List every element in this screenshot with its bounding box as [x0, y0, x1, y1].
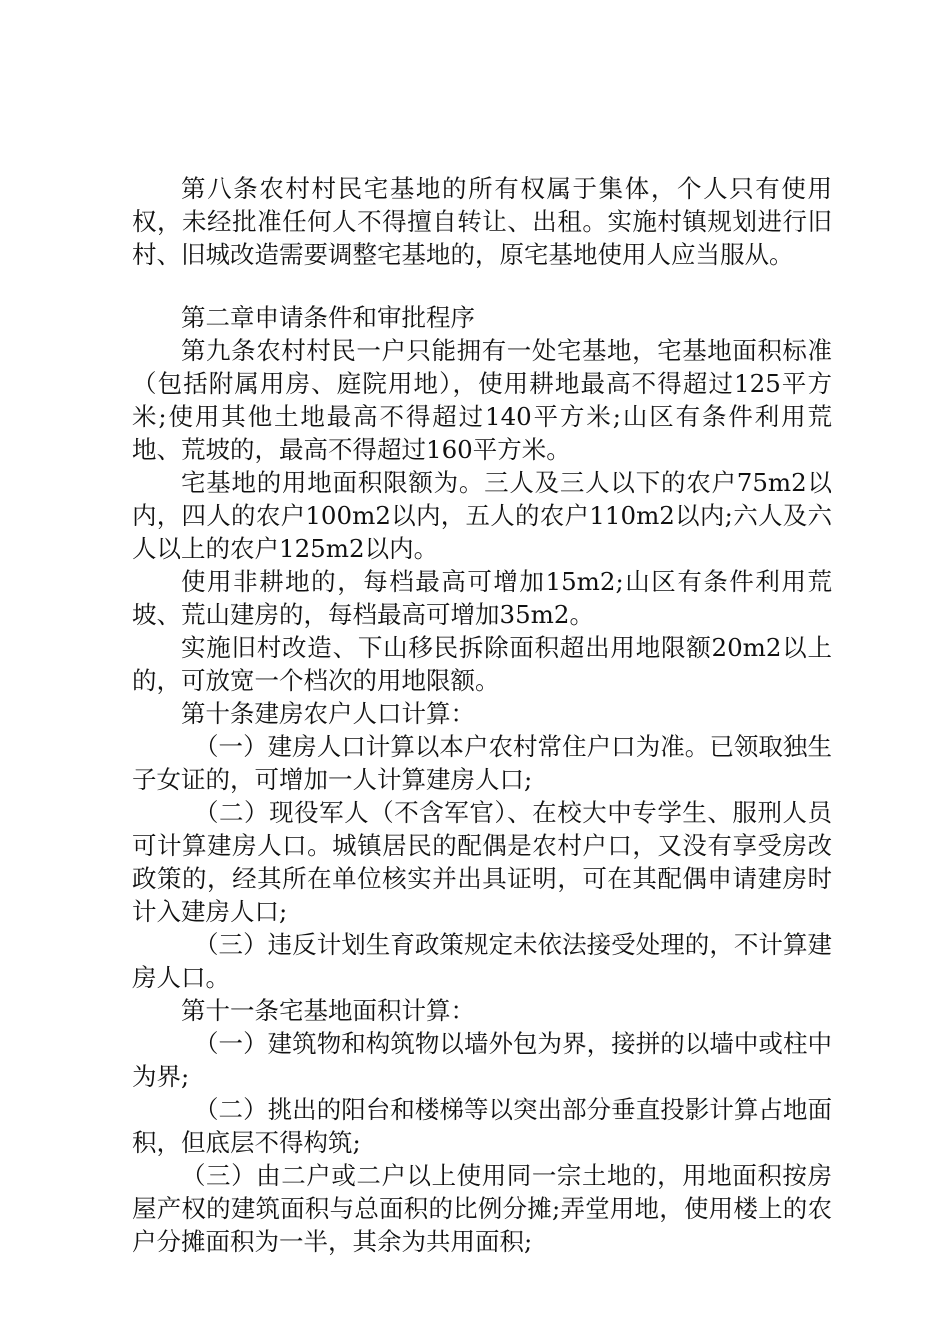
non-farmland-paragraph: 使用非耕地的，每档最高可增加15m2;山区有条件利用荒坡、荒山建房的，每档最高可增加35m2。	[132, 567, 832, 629]
article-10-item-1: （一）建房人口计算以本户农村常住户口为准。已领取独生子女证的，可增加一人计算建房人口;	[132, 732, 832, 794]
document-page	[132, 172, 832, 1258]
chapter-2-heading: 第二章申请条件和审批程序	[181, 303, 475, 332]
article-11-item-3: （三）由二户或二户以上使用同一宗土地的，用地面积按房屋产权的建筑面积与总面积的比例分摊;弄堂用地，使用楼上的农户分摊面积为一半，其余为共用面积;	[132, 1161, 832, 1256]
article-8-paragraph: 第八条农村村民宅基地的所有权属于集体，个人只有使用权，未经批准任何人不得擅自转让、出租。实施村镇规划进行旧村、旧城改造需要调整宅基地的，原宅基地使用人应当服从。	[132, 174, 832, 269]
area-limit-paragraph: 宅基地的用地面积限额为。三人及三人以下的农户75m2以内，四人的农户100m2以内，五人的农户110m2以内;六人及六人以上的农户125m2以内。	[132, 468, 832, 563]
article-11-item-2: （二）挑出的阳台和楼梯等以突出部分垂直投影计算占地面积，但底层不得构筑;	[132, 1095, 832, 1157]
article-10-item-3: （三）违反计划生育政策规定未依法接受处理的，不计算建房人口。	[132, 930, 832, 992]
article-11-heading: 第十一条宅基地面积计算：	[181, 996, 475, 1025]
paragraph-gap	[132, 271, 832, 301]
article-11-item-1: （一）建筑物和构筑物以墙外包为界，接拼的以墙中或柱中为界;	[132, 1029, 832, 1091]
article-10-item-2: （二）现役军人（不含军官）、在校大中专学生、服刑人员可计算建房人口。城镇居民的配偶是农村户口，又没有享受房改政策的，经其所在单位核实并出具证明，可在其配偶申请建房时计入建房人口;	[132, 798, 832, 926]
village-renovation-paragraph: 实施旧村改造、下山移民拆除面积超出用地限额20m2以上的，可放宽一个档次的用地限额。	[132, 633, 832, 695]
article-10-heading: 第十条建房农户人口计算：	[181, 699, 475, 728]
article-9-paragraph: 第九条农村村民一户只能拥有一处宅基地，宅基地面积标准（包括附属用房、庭院用地），使用耕地最高不得超过125平方米;使用其他土地最高不得超过140平方米;山区有条件利用荒地、荒坡的，最高不得超过160平方米。	[132, 336, 832, 464]
